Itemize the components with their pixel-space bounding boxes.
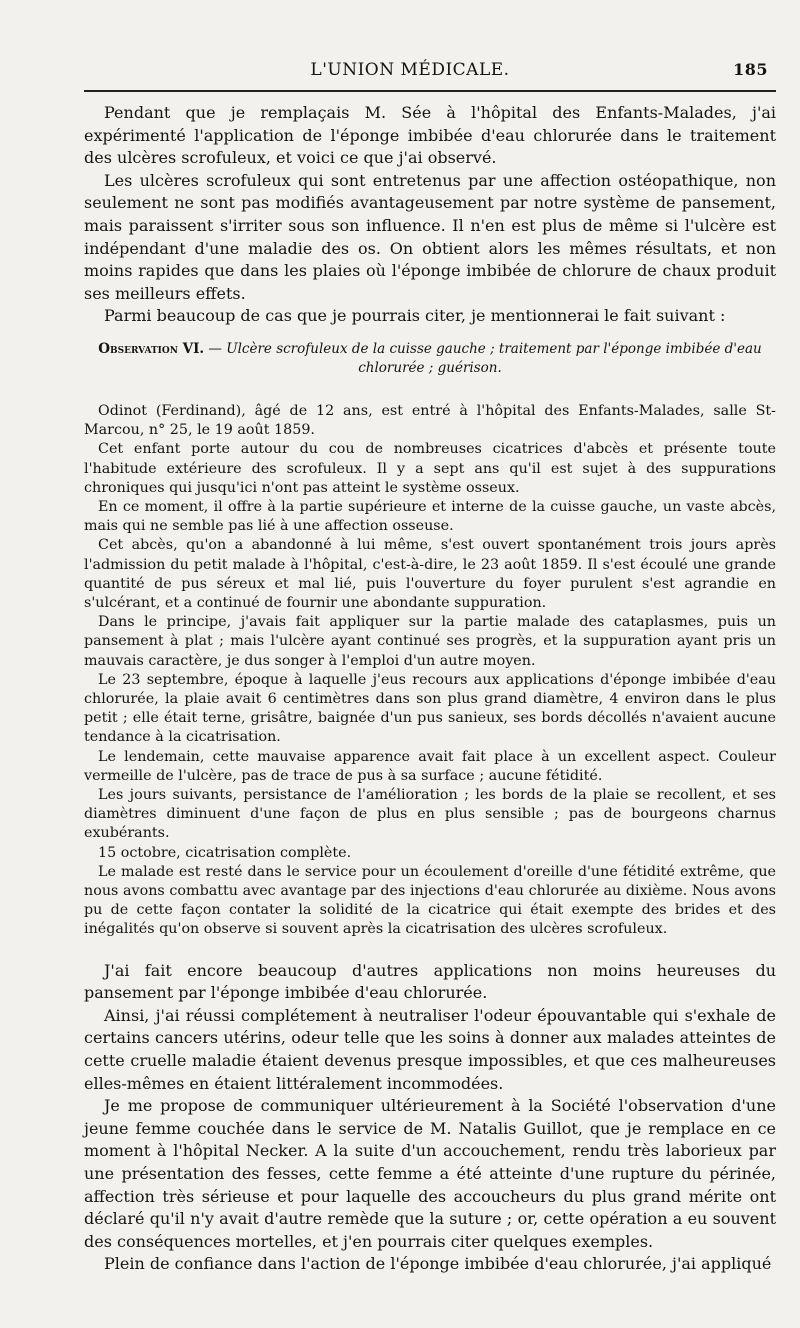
observation-dash: — bbox=[204, 340, 227, 357]
journal-title: L'UNION MÉDICALE. bbox=[310, 60, 510, 80]
closing-paragraph: Ainsi, j'ai réussi complétement à neutraliser l'odeur épouvantable qui s'exhale de certains cancers utérins, odeur telle que les soins à donner aux malades atteintes de cette cruelle maladie étaient devenus presque impossibles, et que ces malheureuses elles-mêmes en étaient littéralement incommodées. bbox=[84, 1005, 776, 1093]
page-number: 185 bbox=[733, 60, 768, 79]
closing-paragraph: Plein de confiance dans l'action de l'éponge imbibée d'eau chlorurée, j'ai appliqué bbox=[104, 1254, 772, 1274]
observation-heading bbox=[84, 340, 776, 378]
closing-section bbox=[84, 960, 776, 1276]
running-head bbox=[84, 58, 776, 84]
intro-paragraph: Les ulcères scrofuleux qui sont entretenus par une affection ostéopathique, non seulement ne sont pas modifiés avantageusement par notre système de pansement, mais paraissent s'irriter sous son influence. Il n'en est plus de même si l'ulcère est indépendant d'une maladie des os. On obtient alors les mêmes résultats, et non moins rapides que dans les plaies où l'éponge imbibée de chlorure de chaux produit ses meilleurs effets. bbox=[84, 170, 776, 303]
case-paragraph: Les jours suivants, persistance de l'amélioration ; les bords de la plaie se recollent, et ses diamètres diminuent d'une façon de plus en plus sensible ; pas de bourgeons charnus exubérants. bbox=[84, 787, 776, 842]
case-paragraph: Cet enfant porte autour du cou de nombreuses cicatrices d'abcès et présente toute l'habitude extérieure des scrofuleux. Il y a sept ans qu'il est sujet à des suppurations chroniques qui jusqu'ici n'ont pas atteint le système osseux. bbox=[84, 441, 776, 496]
case-paragraph: Cet abcès, qu'on a abandonné à lui même, s'est ouvert spontanément trois jours après l'admission du petit malade à l'hôpital, c'est-à-dire, le 23 août 1859. Il s'est écoulé une grande quantité de pus séreux et mal lié, puis l'ouverture du foyer purulent s'est agrandie en s'ulcérant, et a continué de fournir une abondante suppuration. bbox=[84, 537, 776, 611]
intro-paragraph: Parmi beaucoup de cas que je pourrais citer, je mentionnerai le fait suivant : bbox=[104, 306, 726, 326]
case-paragraph: Le malade est resté dans le service pour un écoulement d'oreille d'une fétidité extrême, que nous avons combattu avec avantage par des injections d'eau chlorurée au dixième. Nous avons pu de cette façon contater la solidité de la cicatrice qui était exempte des brides et des inégalités qu'on observe si souvent après la cicatrisation des ulcères scrofuleux. bbox=[84, 863, 776, 938]
observation-label: Observation VI. bbox=[98, 340, 205, 357]
case-paragraph: Odinot (Ferdinand), âgé de 12 ans, est entré à l'hôpital des Enfants-Malades, salle St-Marcou, n° 25, le 19 août 1859. bbox=[84, 402, 776, 439]
intro-paragraph: Pendant que je remplaçais M. Sée à l'hôpital des Enfants-Malades, j'ai expérimenté l'application de l'éponge imbibée d'eau chlorurée dans le traitement des ulcères scrofuleux, et voici ce que j'ai observé. bbox=[84, 103, 776, 168]
intro-section bbox=[84, 102, 776, 328]
case-paragraph: Le 23 septembre, époque à laquelle j'eus recours aux applications d'éponge imbibée d'eau chlorurée, la plaie avait 6 centimètres dans son plus grand diamètre, 4 environ dans le plus petit ; elle était terne, grisâtre, baignée d'un pus sanieux, ses bords décollés n'avaient aucune tendance à la cicatrisation. bbox=[84, 671, 776, 746]
case-report bbox=[84, 402, 776, 940]
closing-paragraph: Je me propose de communiquer ultérieurement à la Société l'observation d'une jeune femme couchée dans le service de M. Natalis Guillot, que je remplace en ce moment à l'hôpital Necker. A la suite d'un accouchement, rendu très laborieux par une présentation des fesses, cette femme a été atteinte d'une rupture du périnée, affection très sérieuse et pour laquelle des accoucheurs du plus grand mérite ont déclaré qu'il n'y avait d'autre remède que la suture ; or, cette opération a eu souvent des conséquences mortelles, et j'en pourrais citer quelques exemples. bbox=[84, 1096, 776, 1251]
case-paragraph: Dans le principe, j'avais fait appliquer sur la partie malade des cataplasmes, puis un pansement à plat ; mais l'ulcère ayant continué ses progrès, et la suppuration ayant pris un mauvais caractère, je dus songer à l'emploi d'un autre moyen. bbox=[84, 614, 776, 669]
closing-paragraph: J'ai fait encore beaucoup d'autres applications non moins heureuses du pansement par l'éponge imbibée d'eau chlorurée. bbox=[84, 960, 776, 1003]
case-paragraph: En ce moment, il offre à la partie supérieure et interne de la cuisse gauche, un vaste abcès, mais qui ne semble pas lié à une affection osseuse. bbox=[84, 498, 776, 535]
header-rule bbox=[84, 90, 776, 92]
case-paragraph: Le lendemain, cette mauvaise apparence avait fait place à un excellent aspect. Couleur vermeille de l'ulcère, pas de trace de pus à sa surface ; aucune fétidité. bbox=[84, 748, 776, 784]
observation-title: Ulcère scrofuleux de la cuisse gauche ; traitement par l'éponge imbibée d'eau chlorurée ; guérison. bbox=[226, 340, 762, 376]
case-paragraph: 15 octobre, cicatrisation complète. bbox=[98, 844, 352, 861]
